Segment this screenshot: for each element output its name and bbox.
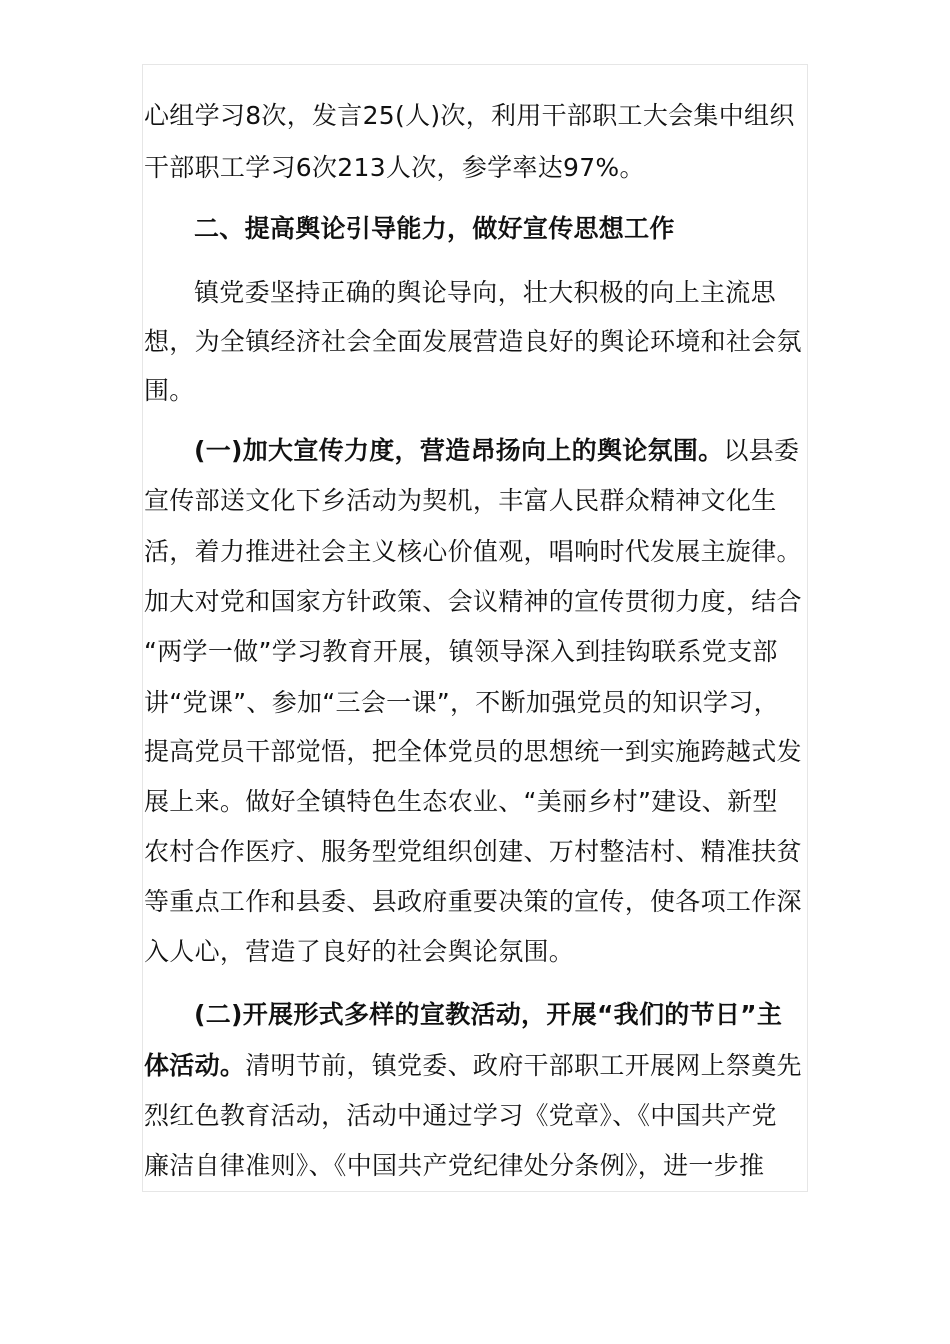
body-line: 活，着力推进社会主义核心价值观，唱响时代发展主旋律。 <box>144 537 802 566</box>
subheading: (一)加大宣传力度，营造昂扬向上的舆论氛围。 <box>194 436 724 465</box>
body-line: “两学一做”学习教育开展，镇领导深入到挂钩联系党支部 <box>144 637 778 666</box>
body-line: 心组学习8次，发言25(人)次，利用干部职工大会集中组织 <box>144 101 795 130</box>
body-text: 以县委 <box>723 436 800 465</box>
body-line: 镇党委坚持正确的舆论导向，壮大积极的向上主流思 <box>194 278 776 307</box>
body-line: 展上来。做好全镇特色生态农业、“美丽乡村”建设、新型 <box>144 787 778 816</box>
body-text: 清明节前，镇党委、政府干部职工开展网上祭奠先 <box>245 1051 802 1080</box>
body-line: 围。 <box>144 376 195 405</box>
body-line: 入人心，营造了良好的社会舆论氛围。 <box>144 937 575 966</box>
body-line: 农村合作医疗、服务型党组织创建、万村整洁村、精准扶贫 <box>144 837 802 866</box>
body-line: 提高党员干部觉悟，把全体党员的思想统一到实施跨越式发 <box>144 737 802 766</box>
subheading: (二)开展形式多样的宣教活动，开展“我们的节日”主 <box>194 1000 783 1029</box>
body-line: 宣传部送文化下乡活动为契机，丰富人民群众精神文化生 <box>144 486 777 515</box>
body-line: 干部职工学习6次213人次，参学率达97%。 <box>144 153 645 182</box>
body-line: 烈红色教育活动，活动中通过学习《党章》、《中国共产党 <box>144 1101 777 1130</box>
body-line: 加大对党和国家方针政策、会议精神的宣传贯彻力度，结合 <box>144 587 802 616</box>
subheading: 体活动。 <box>144 1051 246 1080</box>
body-line: 等重点工作和县委、县政府重要决策的宣传，使各项工作深 <box>144 887 802 916</box>
body-line <box>144 1051 802 1081</box>
body-line <box>194 436 799 466</box>
body-line: 讲“党课”、参加“三会一课”，不断加强党员的知识学习， <box>144 688 779 717</box>
body-line: 想，为全镇经济社会全面发展营造良好的舆论环境和社会氛 <box>144 327 802 356</box>
section-heading: 二、提高舆论引导能力，做好宣传思想工作 <box>194 214 675 243</box>
body-line: 廉洁自律准则》、《中国共产党纪律处分条例》，进一步推 <box>144 1151 765 1180</box>
